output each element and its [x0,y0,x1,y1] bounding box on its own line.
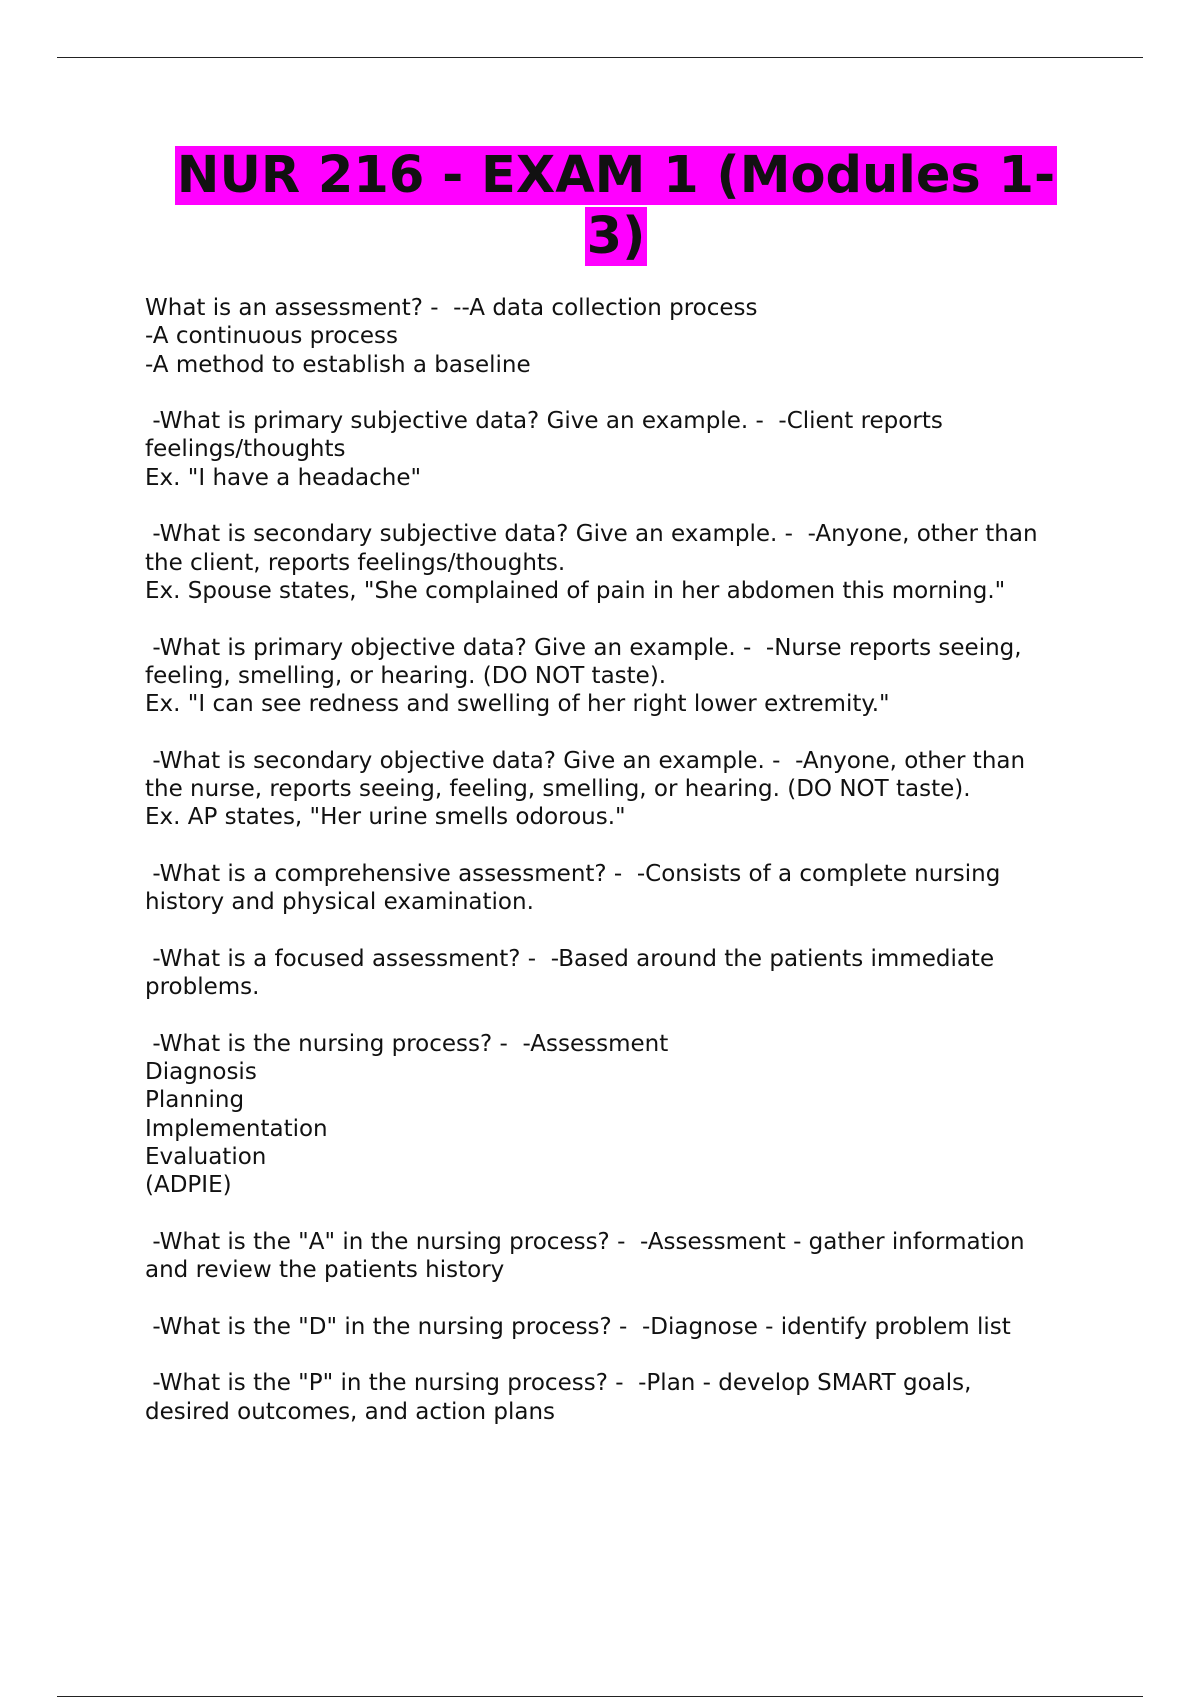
qa-line: -What is the "P" in the nursing process? - -Plan - develop SMART goals, [145,1370,972,1397]
bottom-rule [57,1696,1143,1697]
qa-line: -What is the nursing process? - -Assessment [145,1030,669,1057]
qa-entry [145,747,1095,832]
qa-line: Planning [145,1087,245,1114]
qa-entry [145,634,1095,719]
qa-entry [145,1228,1095,1285]
qa-line: Ex. AP states, "Her urine smells odorous." [145,804,626,831]
qa-line: -What is primary objective data? Give an example. - -Nurse reports seeing, [145,634,1022,661]
document-body [145,294,1095,1454]
qa-line: -What is secondary objective data? Give an example. - -Anyone, other than [145,747,1026,774]
qa-entry [145,520,1095,605]
qa-line: -A continuous process [145,323,399,350]
qa-line: Ex. "I have a headache" [145,464,422,491]
qa-entry [145,1030,1095,1200]
qa-line: problems. [145,974,260,1001]
page-title [146,145,1086,267]
qa-line: -What is a comprehensive assessment? - -Consists of a complete nursing [145,860,1001,887]
qa-line: What is an assessment? - --A data collection process [145,295,758,321]
qa-line: Evaluation [145,1143,267,1170]
qa-entry [145,294,1095,379]
qa-line: feelings/thoughts [145,436,346,463]
top-rule [57,57,1143,58]
qa-line: Ex. "I can see redness and swelling of her right lower extremity." [145,691,890,718]
qa-entry [145,945,1095,1002]
title-block [146,145,1086,267]
qa-line: and review the patients history [145,1257,505,1284]
title-line-2: 3) [586,207,646,266]
qa-entry [145,407,1095,492]
qa-line: -A method to establish a baseline [145,351,531,378]
qa-line: Ex. Spouse states, "She complained of pain in her abdomen this morning." [145,577,1006,604]
qa-line: -What is primary subjective data? Give an example. - -Client reports [145,408,943,435]
qa-line: Implementation [145,1115,328,1142]
qa-entry [145,1369,1095,1426]
qa-entry [145,860,1095,917]
qa-line: Diagnosis [145,1059,257,1086]
qa-line: -What is a focused assessment? - -Based around the patients immediate [145,945,995,972]
qa-line: feeling, smelling, or hearing. (DO NOT taste). [145,662,667,689]
qa-line: (ADPIE) [145,1172,232,1199]
qa-entry [145,1313,1095,1341]
qa-line: -What is the "D" in the nursing process? - -Diagnose - identify problem list [145,1313,1011,1340]
qa-line: desired outcomes, and action plans [145,1398,556,1425]
qa-line: the client, reports feelings/thoughts. [145,549,566,576]
qa-line: -What is the "A" in the nursing process? - -Assessment - gather information [145,1228,1025,1255]
title-line-1: NUR 216 - EXAM 1 (Modules 1- [176,146,1056,205]
qa-line: -What is secondary subjective data? Give an example. - -Anyone, other than [145,521,1038,548]
qa-line: history and physical examination. [145,889,534,916]
qa-line: the nurse, reports seeing, feeling, smelling, or hearing. (DO NOT taste). [145,776,971,803]
